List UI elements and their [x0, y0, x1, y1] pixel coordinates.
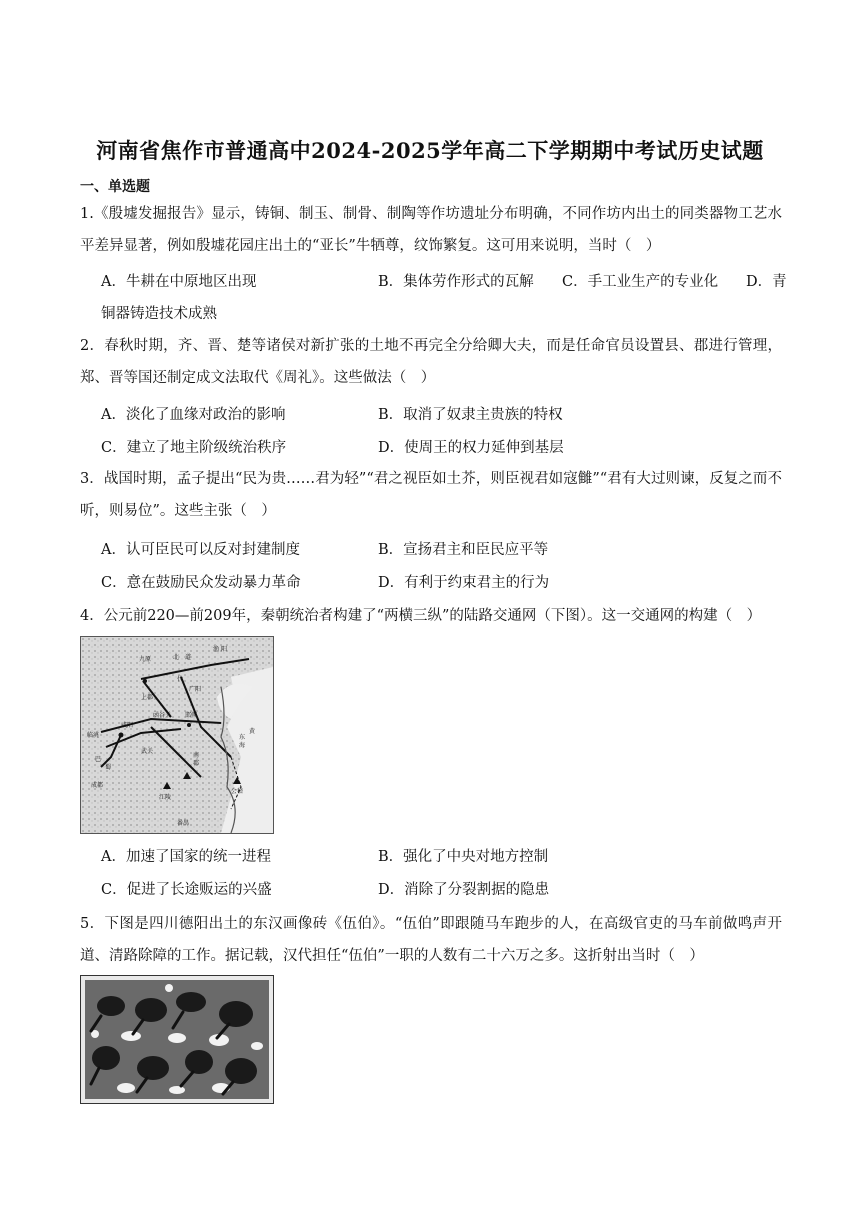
map-label-kuaiji: 会稽	[231, 788, 244, 795]
section-heading: 一、单选题	[80, 179, 150, 195]
question-1-option-d-cont: 铜器铸造技术成熟	[101, 306, 217, 322]
map-label-ba: 巴	[95, 756, 102, 763]
map-label-dao: 道	[185, 654, 192, 661]
question-2-stem: 2．春秋时期，齐、晋、楚等诸侯对新扩张的土地不再完全分给卿大夫，而是任命官员设置县、郡进行管理，郑、晋等国还制定成文法取代《周礼》。这些做法（ ）	[80, 338, 782, 386]
map-label-jun: 郡	[193, 760, 200, 767]
map-label-lintao: 临洮	[87, 732, 100, 739]
question-3-option-d: D．有利于约束君主的行为	[378, 575, 550, 591]
map-label-dong: 东	[239, 734, 246, 741]
map-label-yang: 阳	[221, 646, 228, 653]
question-2-option-a: A．淡化了血缘对政治的影响	[101, 407, 286, 423]
question-1-option-a: A．牛耕在中原地区出现	[101, 274, 257, 290]
question-2-option-d: D．使周王的权力延伸到基层	[378, 440, 564, 456]
question-1-stem: 1.《殷墟发掘报告》显示，铸铜、制玉、制骨、制陶等作坊遗址分布明确，不同作坊内出土的同类器物工艺水平差异显著，例如殷墟花园庄出土的“亚长”牛牺尊，纹饰繁复。这可用来说明，当时（ ）	[80, 206, 782, 254]
question-4-option-a: A．加速了国家的统一进程	[101, 849, 271, 865]
map-label-bei: 北	[173, 654, 180, 661]
question-3-stem: 3．战国时期，孟子提出“民为贵……君为轻”“君之视臣如土芥，则臣视君如寇雠”“君有大过则谏，反复之而不听，则易位”。这些主张（ ）	[80, 471, 782, 519]
map-label-handan: 邯郸	[185, 712, 198, 719]
question-2-option-c: C．建立了地主阶级统治秩序	[101, 440, 287, 456]
question-1-option-b: B．集体劳作形式的瓦解	[378, 274, 534, 290]
map-label-guangyang: 广阳	[189, 686, 202, 693]
question-3-option-c: C．意在鼓励民众发动暴力革命	[101, 575, 301, 591]
question-4-option-d: D．消除了分裂割据的隐患	[378, 882, 550, 898]
exam-title: 河南省焦作市普通高中2024-2025学年高二下学期期中考试历史试题	[96, 138, 764, 163]
map-label-shangjun: 上郡	[141, 694, 154, 701]
map-label-yu: 渔	[213, 646, 220, 653]
qin-road-map-figure	[80, 636, 274, 834]
question-4-stem: 4．公元前220—前209年，秦朝统治者构建了“两横三纵”的陆路交通网（下图）。这一交通网的构建（ ）	[80, 608, 762, 624]
question-4-option-c: C．促进了长途贩运的兴盛	[101, 882, 272, 898]
question-1-option-c: C．手工业生产的专业化	[562, 274, 719, 290]
map-label-jiangling: 江陵	[159, 794, 172, 801]
question-3-option-a: A．认可臣民可以反对封建制度	[101, 542, 300, 558]
map-label-nan: 南	[193, 752, 200, 759]
question-3-option-b: B．宣扬君主和臣民应平等	[378, 542, 549, 558]
map-label-hai: 海	[239, 742, 246, 749]
map-label-xianyang: 咸阳	[121, 722, 134, 729]
question-1-option-d: D．青	[746, 274, 787, 290]
map-label-chengdu: 成都	[91, 782, 104, 789]
map-label-panyu: 番禺	[177, 820, 190, 827]
map-label-shu: 蜀	[105, 764, 112, 771]
map-label-jiuyuan: 九原	[139, 656, 152, 663]
question-4-option-b: B．强化了中央对地方控制	[378, 849, 549, 865]
map-label-hanguguan: 函谷关	[153, 712, 172, 719]
question-5-stem: 5．下图是四川德阳出土的东汉画像砖《伍伯》。“伍伯”即跟随马车跑步的人，在高级官吏的马车前做鸣声开道、清路除障的工作。据记载，汉代担任“伍伯”一职的人数有二十六万之多。这折射出当时（ ）	[80, 916, 782, 964]
question-2-option-b: B．取消了奴隶主贵族的特权	[378, 407, 563, 423]
wubo-brick-relief-figure	[80, 975, 274, 1104]
map-label-huang: 黄	[249, 728, 256, 735]
map-label-dai: 代	[177, 676, 184, 683]
map-label-wuguan: 武关	[141, 748, 154, 755]
